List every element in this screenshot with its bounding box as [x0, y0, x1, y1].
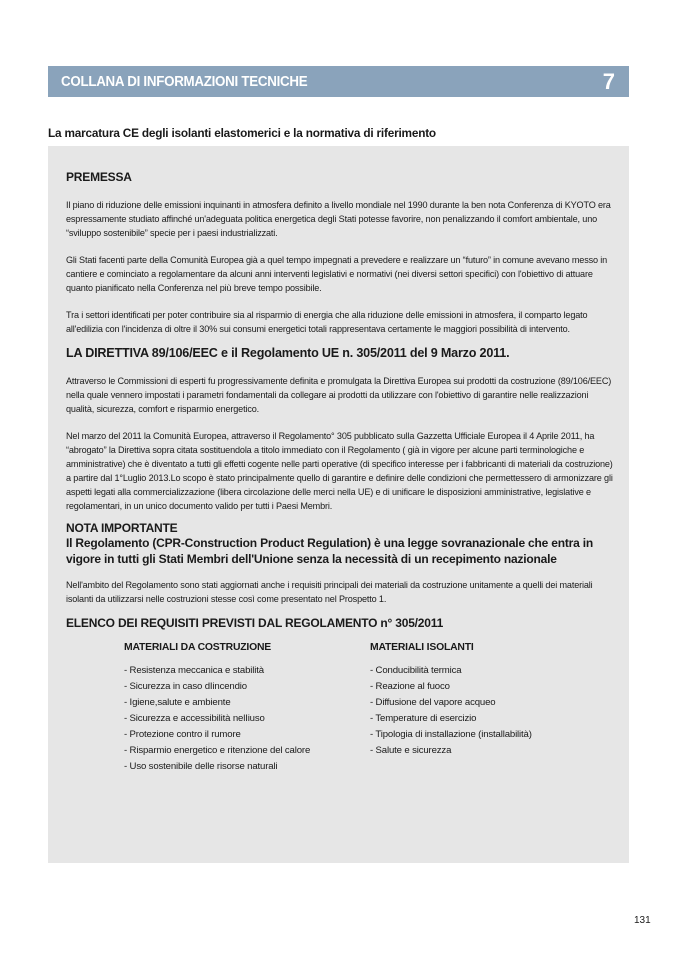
content-body: [66, 170, 614, 775]
construction-materials-title: MATERIALI DA COSTRUZIONE: [124, 642, 272, 653]
list-item: - Conducibilità termica: [370, 665, 462, 676]
nota-paragraph: Nell'ambito del Regolamento sono stati aggiornati anche i requisiti principali dei materiali da costruzione unitamente a quelli dei materiali isolanti da utilizzarsi nelle costruzioni stesse così come presentato nel Prospetto 1.: [66, 580, 593, 604]
list-item: - Reazione al fuoco: [370, 681, 450, 692]
premessa-paragraph: Gli Stati facenti parte della Comunità Europea già a quel tempo impegnati a prevedere e realizzare un “futuro” in comune avevano messo in cantiere e cominciato a regolamentare da alcuni anni interventi legislativi e normativi (nei diversi settori specifici) con l'obiettivo di attuare quanto pianificato nella Conferenza nel più breve tempo possibile.: [66, 255, 608, 293]
page-number: 131: [634, 915, 651, 926]
insulating-materials-list: [370, 663, 590, 759]
list-item: - Temperature di esercizio: [370, 713, 477, 724]
direttiva-paragraph: Nel marzo del 2011 la Comunità Europea, attraverso il Regolamento° 305 pubblicato sulla Gazzetta Ufficiale Europea il 4 Aprile 2011, ha “abrogato” la Direttiva sopra citata sostituendola a titolo immediato con il Regolamento ( già in vigore per alcune parti terminologiche e amministrative) che è diventato a tutti gli effetti cogente nelle parti operative (di specifico interesse per i fabbricanti di materiali da costruzione) a partire dal 1°Luglio 2013.Lo scopo è stato principalmente quello di garantire e definire delle condizioni che permettessero di armonizzare gli aspetti legati alla commercializzazione (libera circolazione delle merci nella UE) e di unificare le disposizioni amministrative, legislative e regolamentari, in un unico documento valido per tutti i Paesi Membri.: [66, 431, 613, 511]
list-item: - Uso sostenibile delle risorse naturali: [124, 761, 278, 772]
direttiva-heading: LA DIRETTIVA 89/106/EEC e il Regolamento UE n. 305/2011 del 9 Marzo 2011.: [66, 346, 510, 360]
insulating-materials-column: [370, 642, 590, 775]
list-item: - Diffusione del vapore acqueo: [370, 697, 496, 708]
list-item: - Resistenza meccanica e stabilità: [124, 665, 264, 676]
list-item: - Tipologia di installazione (installabilità): [370, 729, 532, 740]
premessa-paragraph: Il piano di riduzione delle emissioni inquinanti in atmosfera definito a livello mondiale nel 1990 durante la ben nota Conferenza di KYOTO era espressamente studiato affinché un'adeguata politica energetica degli Stati potesse favorire, non penalizzando il comfort ambientale, uno “sviluppo sostenibile” specie per i paesi industrializzati.: [66, 200, 611, 238]
section-header-bar: [48, 66, 629, 97]
nota-text: Il Regolamento (CPR-Construction Product Regulation) è una legge sovranazionale che entra in vigore in tutti gli Stati Membri dell'Unione senza la necessità di un recepimento nazionale: [66, 536, 594, 566]
list-item: - Salute e sicurezza: [370, 745, 452, 756]
list-item: - Sicurezza in caso dIincendio: [124, 681, 247, 692]
premessa-paragraph: Tra i settori identificati per poter contribuire sia al risparmio di energia che alla riduzione delle emissioni in atmosfera, il comparto legato all'edilizia con l'incidenza di oltre il 30% sui consumi energetici totali rappresentava certamente le maggiori possibilità di intervento.: [66, 310, 588, 334]
requirements-columns: [66, 642, 614, 775]
series-title: COLLANA DI INFORMAZIONI TECNICHE: [61, 73, 308, 90]
direttiva-paragraph: Attraverso le Commissioni di esperti fu progressivamente definita e promulgata la Direttiva Europea sui prodotti da costruzione (89/106/EEC) nella quale vennero impostati i parametri fondamentali da collegare ai prodotti da utilizzare con l'obiettivo di garantire nelle realizzazioni qualità, sicurezza, comfort e risparmio energetico.: [66, 376, 612, 414]
construction-materials-list: [124, 663, 370, 775]
insulating-materials-title: MATERIALI ISOLANTI: [370, 642, 474, 653]
premessa-heading: PREMESSA: [66, 170, 132, 184]
document-subtitle: La marcatura CE degli isolanti elastomerici e la normativa di riferimento: [48, 126, 436, 140]
list-item: - Protezione contro il rumore: [124, 729, 241, 740]
construction-materials-column: [124, 642, 370, 775]
chapter-number: 7: [602, 68, 615, 94]
list-item: - Sicurezza e accessibilità nelIiuso: [124, 713, 265, 724]
list-item: - Igiene,salute e ambiente: [124, 697, 231, 708]
list-item: - Risparmio energetico e ritenzione del calore: [124, 745, 311, 756]
elenco-heading: ELENCO DEI REQUISITI PREVISTI DAL REGOLAMENTO n° 305/2011: [66, 616, 444, 630]
nota-label: NOTA IMPORTANTE: [66, 521, 178, 535]
